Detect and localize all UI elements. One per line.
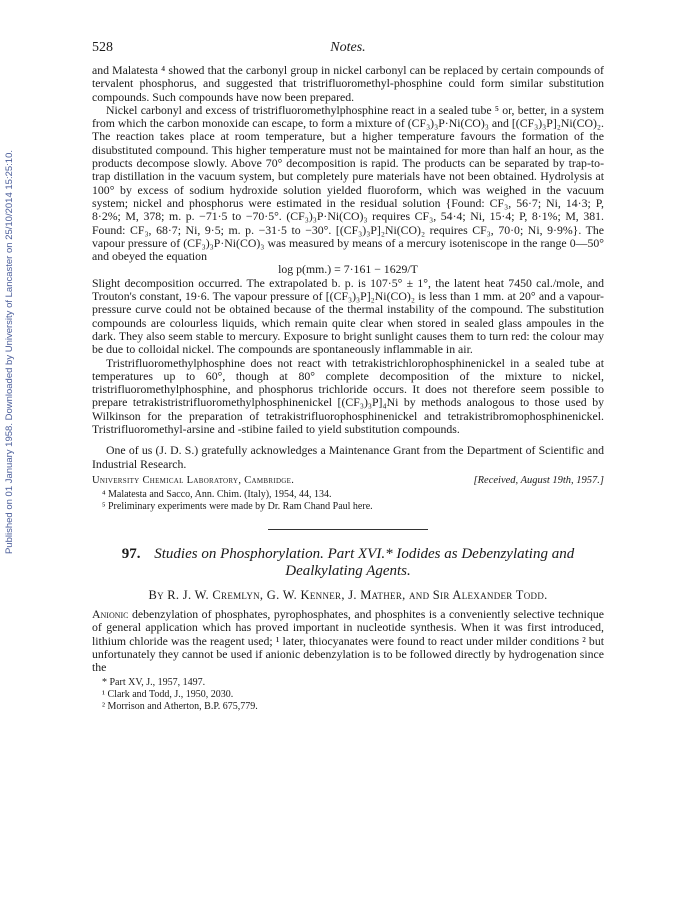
paragraph: and Malatesta ⁴ showed that the carbonyl group in nickel carbonyl can be replaced by certain compounds of tervalent phosphorus, and suggested that tristrifluoromethyl-phosphine could form similar substitution compounds. Such compounds have now been prepared. bbox=[92, 63, 604, 104]
article-authors: By R. J. W. Cremlyn, G. W. Kenner, J. Mather, and Sir Alexander Todd. bbox=[148, 587, 548, 602]
acknowledgement: One of us (J. D. S.) gratefully acknowledges a Maintenance Grant from the Department of Scientific and Industrial Research. bbox=[92, 443, 604, 471]
article-footnotes bbox=[92, 677, 604, 713]
footnote: * Part XV, J., 1957, 1497. bbox=[102, 677, 206, 689]
download-watermark: Published on 01 January 1958. Downloaded by University of Lancaster on 25/10/2014 15:25:10. bbox=[4, 150, 15, 555]
section-divider bbox=[268, 529, 428, 530]
footnote: ² Morrison and Atherton, B.P. 675,779. bbox=[102, 701, 258, 713]
page-number: 528 bbox=[92, 40, 113, 55]
affiliation-row bbox=[92, 475, 604, 486]
article-body bbox=[92, 608, 604, 674]
vapour-pressure-equation: log p(mm.) = 7·161 − 1629/T bbox=[278, 262, 418, 277]
page-header bbox=[92, 40, 604, 56]
affiliation: University Chemical Laboratory, Cambridge. bbox=[92, 474, 295, 486]
article-text: debenzylation of phosphates, pyrophosphates, and phosphites is a conveniently selective technique of general application which has proved important in nucleotide synthesis. When it was first introduced, lithium chloride was the reagent used; ¹ later, thiocyanates were found to react under milder conditions ² but unfortunately they cannot be used if anionic debenzylation is to be followed directly by hydrogenation since the bbox=[92, 606, 604, 675]
running-title: Notes. bbox=[330, 40, 366, 55]
note-body bbox=[92, 64, 604, 471]
footnote: ⁵ Preliminary experiments were made by Dr. Ram Chand Paul here. bbox=[102, 500, 373, 512]
note-footnotes bbox=[92, 489, 604, 513]
article-heading bbox=[92, 546, 604, 580]
article-number: 97. bbox=[121, 545, 141, 562]
journal-page bbox=[92, 40, 604, 713]
lead-word: Anionic bbox=[92, 606, 129, 621]
paragraph: Nickel carbonyl and excess of tristrifluoromethylphosphine react in a sealed tube ⁵ or, better, in a system from which the carbon monoxide can escape, to form a mixture of (CF₃)₃P·Ni(CO)₃ and [(CF₃)₃P]₂Ni(CO)₂. The reaction takes place at room temperature, but a higher temperature favours the formation of the disubstituted compound. This higher temperature must not be maintained for more than half an hour, as the products decompose slowly. Above 70° decomposition is rapid. The products can be separated by trap-to-trap distillation in the vacuum system, but completely pure materials have not been obtained. Hydrolysis at 100° by excess of sodium hydroxide solution yielded fluoroform, which was weighed in the vacuum system; nickel and phosphorus were estimated in the residual solution {Found: CF₃, 56·7; Ni, 14·3; P, 8·2%; M, 378; m. p. −71·5 to −70·5°. (CF₃)₃P·Ni(CO)₃ requires CF₃, 54·4; Ni, 15·4; P, 8·1%; M, 381. Found: CF₃, 68·7; Ni, 9·5; m. p. −31·5 to −30°. [(CF₃)₃P]₂Ni(CO)₂ requires CF₃, 70·0; Ni, 9·9%}. The vapour pressure of (CF₃)₃P·Ni(CO)₃ was measured by means of a mercury isoteniscope in the range 0—50° and obeyed the equation bbox=[92, 102, 604, 264]
footnote: ⁴ Malatesta and Sacco, Ann. Chim. (Italy), 1954, 44, 134. bbox=[102, 488, 332, 500]
footnote: ¹ Clark and Todd, J., 1950, 2030. bbox=[102, 689, 234, 701]
paragraph: Tristrifluoromethylphosphine does not react with tetrakistrichlorophosphinenickel in a sealed tube at temperatures up to 60°, though at 80° complete decomposition of the mixture to nickel, tristrifluoromethylphosphine, and phosphorus trichloride occurs. It does not therefore seem possible to prepare tetrakistristrifluoromethylphosphinenickel [(CF₃)₃P]₄Ni by methods analogous to those used by Wilkinson for the preparation of tetrakistrifluorophosphinenickel and tetrakistribromophosphinenickel. Tristrifluoromethyl-arsine and -stibine failed to yield substitution compounds. bbox=[92, 355, 604, 437]
article-title: Studies on Phosphorylation. Part XVI.* Iodides as Debenzylating and Dealkylating Agents. bbox=[154, 545, 575, 579]
paragraph: Slight decomposition occurred. The extrapolated b. p. is 107·5° ± 1°, the latent heat 7450 cal./mole, and Trouton's constant, 19·6. The vapour pressure of [(CF₃)₃P]₂Ni(CO)₂ is less than 1 mm. at 20° and a vapour-pressure curve could not be obtained because of the thermal instability of the compound. The substitution compounds are colourless liquids, which remain quite clear when stored in sealed glass ampoules in the dark. They also seem stable to mercury. Exposure to bright sunlight causes them to turn red: the colour may be due to colloidal nickel. The compounds are spontaneously inflammable in air. bbox=[92, 275, 604, 357]
received-date: [Received, August 19th, 1957.] bbox=[473, 474, 604, 486]
